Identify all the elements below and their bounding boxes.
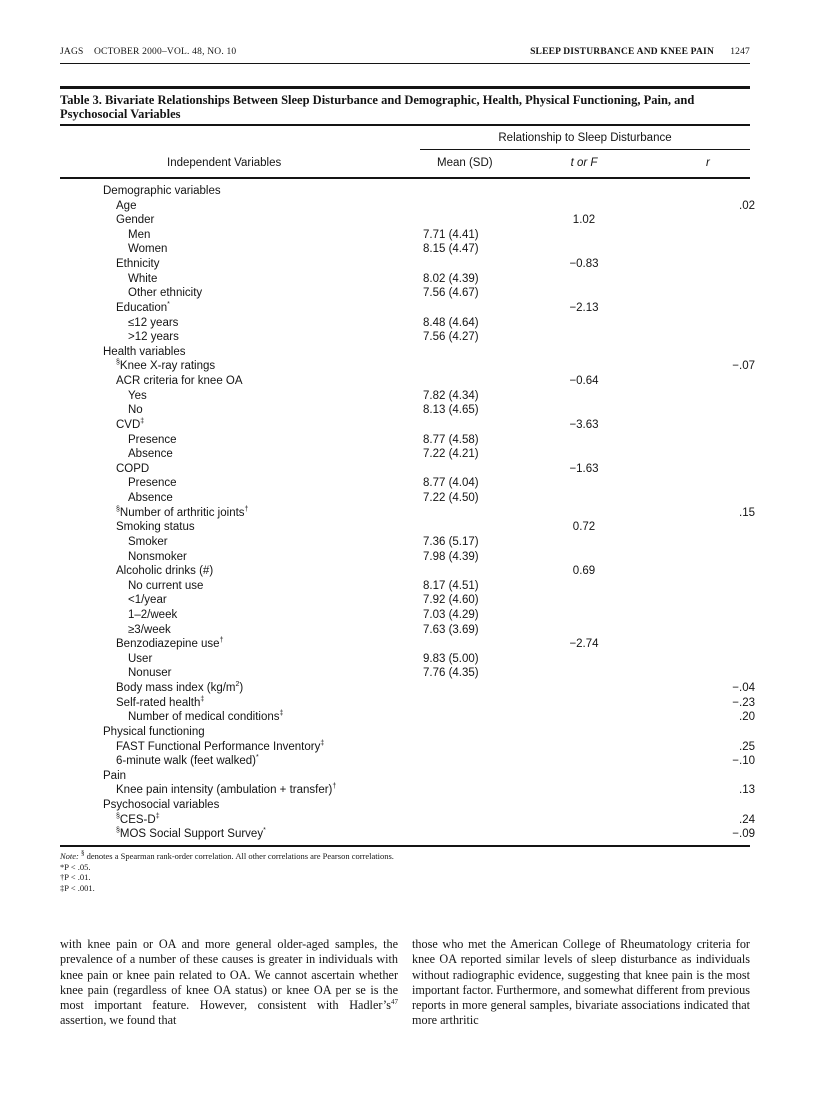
row-label: [128, 286, 202, 301]
col-header-variables: Independent Variables: [167, 157, 282, 169]
row-label-text: Alcoholic drinks (#): [116, 565, 214, 578]
table-row: [0, 330, 823, 345]
row-label: [116, 359, 215, 374]
row-label: [116, 754, 259, 769]
table-caption: Table 3. Bivariate Relationships Between Sleep Disturbance and Demographic, Health, Physical Functioning, Pain, and Psychosocial Variables: [60, 93, 695, 121]
row-label-text: Presence: [128, 433, 177, 446]
table-row: [0, 579, 823, 594]
row-label-text: Psychosocial variables: [103, 799, 220, 812]
row-label: [116, 564, 213, 579]
group-header: Relationship to Sleep Disturbance: [498, 132, 672, 144]
row-label: [116, 199, 136, 214]
row-label-prefix: §: [116, 827, 120, 835]
table-notes: [60, 851, 394, 893]
cell-mean: 7.03 (4.29): [423, 608, 479, 621]
table-row: [0, 286, 823, 301]
row-label-footnote: ‡: [320, 739, 325, 747]
table-row: [0, 550, 823, 565]
row-label-text: User: [128, 652, 153, 665]
body-left-text: with knee pain or OA and more general older-aged samples, the prevalence of a number of these causes is greater in individuals with knee pain or knee pain related to OA. We cannot ascertain whether knee pain (regardless of knee OA status) or knee OA per se is the most important feature. However, consistent with Hadler’s: [60, 937, 398, 1013]
row-label-text: No: [128, 404, 143, 417]
cell-t-or-f: −1.63: [569, 462, 599, 475]
row-label: [128, 535, 168, 550]
row-label: [128, 608, 177, 623]
row-label-text: Health variables: [103, 345, 186, 358]
row-label-text: Body mass index (kg/m: [116, 682, 236, 695]
row-label-footnote: †: [219, 637, 224, 645]
cell-mean: 8.15 (4.47): [423, 243, 479, 256]
journal-issue: OCTOBER 2000–VOL. 48, NO. 10: [94, 47, 237, 57]
cell-r: .13: [739, 784, 755, 797]
table-row: [0, 813, 823, 828]
note-symbol: §: [81, 849, 85, 858]
row-label: [103, 769, 126, 784]
row-label: [128, 447, 173, 462]
row-label-text: Self-rated health: [116, 696, 201, 709]
row-label-text: Nonsmoker: [128, 550, 187, 563]
row-label-prefix: §: [116, 359, 120, 367]
table-row: [0, 535, 823, 550]
row-label-text: Gender: [116, 214, 155, 227]
row-label-exponent: 2: [235, 681, 240, 689]
body-column-right: those who met the American College of Rheumatology criteria for knee OA reported similar levels of sleep disturbance as individuals without radiographic evidence, suggesting that knee pain is the most important factor. Furthermore, and somewhat different from previous reports in more general samples, bivariate associations indicated that more arthritic: [412, 937, 750, 1028]
row-label: [116, 681, 243, 696]
row-label-tail: ): [239, 682, 244, 695]
col-header-mean: Mean (SD): [437, 157, 493, 169]
group-header-rule: [420, 149, 750, 150]
table-row: [0, 637, 823, 652]
row-label-text: Demographic variables: [103, 185, 221, 197]
page-number: 1247: [730, 47, 750, 57]
cell-r: .25: [739, 740, 755, 753]
journal-abbrev: JAGS: [60, 47, 84, 57]
row-label: [103, 184, 221, 199]
row-label: [116, 506, 248, 521]
citation-ref: 47: [391, 998, 398, 1007]
header-rule: [60, 63, 750, 64]
cell-t-or-f: −3.63: [569, 418, 599, 431]
row-label: [128, 491, 173, 506]
table-row: [0, 389, 823, 404]
row-label: [116, 462, 149, 477]
cell-r: .15: [739, 506, 755, 519]
col-header-t-or-f: t or F: [570, 157, 598, 169]
cell-t-or-f: −0.64: [569, 375, 599, 388]
table-row: [0, 506, 823, 521]
row-label: [116, 696, 204, 711]
table-row: [0, 316, 823, 331]
row-label-text: Physical functioning: [103, 725, 205, 738]
row-label-footnote: *: [167, 301, 170, 309]
table-top-rule: [60, 86, 750, 89]
row-label: [116, 213, 154, 228]
cell-t-or-f: −2.74: [569, 638, 599, 651]
table-row: [0, 783, 823, 798]
col-header-r: r: [706, 157, 710, 169]
row-label-text: Men: [128, 228, 151, 241]
row-label-text: White: [128, 272, 158, 285]
table-row: [0, 301, 823, 316]
row-label: [116, 740, 324, 755]
table-row: [0, 374, 823, 389]
table-row: [0, 827, 823, 842]
table-row: [0, 433, 823, 448]
cell-r: −.04: [732, 682, 755, 695]
cell-mean: 8.77 (4.58): [423, 433, 479, 446]
row-label: [128, 433, 177, 448]
row-label-text: Number of arthritic joints: [119, 506, 245, 519]
cell-r: −.09: [732, 828, 755, 841]
body-left-tail: assertion, we found that: [60, 1013, 177, 1028]
row-label-text: Number of medical conditions: [128, 711, 280, 724]
body-column-left: [60, 937, 398, 1029]
table-row: [0, 184, 823, 199]
row-label-text: Presence: [128, 477, 177, 490]
row-label: [116, 301, 170, 316]
table-row: [0, 257, 823, 272]
row-label-text: Knee pain intensity (ambulation + transfer): [116, 784, 333, 797]
row-label: [128, 666, 171, 681]
table-row: [0, 710, 823, 725]
table-row: [0, 798, 823, 813]
row-label-footnote: †: [332, 783, 337, 791]
row-label-prefix: §: [116, 812, 120, 820]
table-row: [0, 228, 823, 243]
table-row: [0, 520, 823, 535]
cell-mean: 7.92 (4.60): [423, 594, 479, 607]
cell-mean: 7.82 (4.34): [423, 389, 479, 402]
table-row: [0, 359, 823, 374]
table-row: [0, 593, 823, 608]
note-text: denotes a Spearman rank-order correlation. All other correlations are Pearson correlations.: [84, 851, 394, 861]
row-label-text: Knee X-ray ratings: [119, 360, 216, 373]
row-label: [116, 827, 266, 842]
row-label: [128, 710, 283, 725]
row-label-text: <1/year: [128, 594, 167, 607]
table-row: [0, 272, 823, 287]
table-row: [0, 769, 823, 784]
row-label-footnote: *: [263, 827, 266, 835]
row-label: [128, 389, 147, 404]
cell-mean: 8.13 (4.65): [423, 404, 479, 417]
table-row: [0, 666, 823, 681]
row-label-text: CVD: [116, 418, 141, 431]
table-row: [0, 403, 823, 418]
cell-t-or-f: 0.72: [572, 521, 596, 534]
table-row: [0, 476, 823, 491]
row-label: [128, 272, 157, 287]
table-row: [0, 681, 823, 696]
row-label: [128, 623, 171, 638]
cell-mean: 7.71 (4.41): [423, 228, 479, 241]
cell-r: −.07: [732, 360, 755, 373]
row-label-text: MOS Social Support Survey: [119, 828, 264, 841]
row-label-text: Women: [128, 243, 168, 256]
table-row: [0, 754, 823, 769]
row-label-text: Smoker: [128, 535, 168, 548]
row-label-footnote: †: [244, 505, 249, 513]
header-bottom-rule: [60, 177, 750, 179]
note-p001: ‡P < .001.: [60, 882, 95, 893]
cell-mean: 7.63 (3.69): [423, 623, 479, 636]
row-label-text: Ethnicity: [116, 258, 160, 271]
note-spearman: [60, 851, 394, 862]
cell-t-or-f: −2.13: [569, 301, 599, 314]
cell-mean: 9.83 (5.00): [423, 652, 479, 665]
table-row: [0, 462, 823, 477]
table-row: [0, 740, 823, 755]
row-label-text: COPD: [116, 462, 150, 475]
cell-r: −.10: [732, 755, 755, 768]
row-label: [128, 652, 152, 667]
row-label: [128, 330, 179, 345]
row-label-footnote: ‡: [140, 418, 145, 426]
cell-mean: 8.02 (4.39): [423, 272, 479, 285]
row-label-footnote: ‡: [279, 710, 284, 718]
row-label-text: Nonuser: [128, 667, 172, 680]
row-label: [116, 418, 144, 433]
row-label: [128, 242, 167, 257]
cell-mean: 7.22 (4.50): [423, 492, 479, 505]
row-label: [128, 316, 178, 331]
cell-t-or-f: 1.02: [572, 214, 596, 227]
cell-mean: 8.77 (4.04): [423, 477, 479, 490]
row-label: [128, 593, 167, 608]
row-label: [103, 345, 185, 360]
row-label-footnote: ‡: [200, 695, 205, 703]
cell-mean: 7.56 (4.27): [423, 331, 479, 344]
note-label: Note:: [60, 851, 79, 861]
row-label-text: ≤12 years: [128, 316, 179, 329]
table-row: [0, 652, 823, 667]
cell-mean: 7.76 (4.35): [423, 667, 479, 680]
row-label: [116, 813, 160, 828]
table-row: [0, 608, 823, 623]
row-label: [116, 520, 195, 535]
row-label: [103, 798, 219, 813]
row-label-prefix: §: [116, 505, 120, 513]
cell-t-or-f: −0.83: [569, 258, 599, 271]
row-label-text: Education: [116, 301, 168, 314]
table-row: [0, 447, 823, 462]
cell-r: .24: [739, 813, 755, 826]
table-row: [0, 418, 823, 433]
row-label-text: No current use: [128, 579, 204, 592]
table-row: [0, 623, 823, 638]
row-label-text: Absence: [128, 448, 173, 461]
row-label-text: FAST Functional Performance Inventory: [116, 740, 321, 753]
cell-mean: 7.98 (4.39): [423, 550, 479, 563]
row-label: [128, 228, 150, 243]
table-row: [0, 213, 823, 228]
cell-t-or-f: 0.69: [572, 565, 596, 578]
row-label-footnote: ‡: [155, 812, 160, 820]
table-row: [0, 564, 823, 579]
row-label-text: ACR criteria for knee OA: [116, 375, 243, 388]
row-label: [128, 579, 203, 594]
table-row: [0, 491, 823, 506]
running-title: SLEEP DISTURBANCE AND KNEE PAIN: [530, 47, 714, 57]
row-label: [116, 783, 336, 798]
row-label: [128, 403, 143, 418]
row-label: [128, 476, 177, 491]
note-p01: †P < .01.: [60, 872, 91, 882]
cell-mean: 7.36 (5.17): [423, 535, 479, 548]
running-header: [60, 47, 750, 61]
row-label-text: 1–2/week: [128, 608, 178, 621]
row-label: [116, 637, 224, 652]
cell-r: −.23: [732, 696, 755, 709]
cell-r: .02: [739, 199, 755, 212]
table-row: [0, 199, 823, 214]
row-label-text: Other ethnicity: [128, 287, 203, 300]
row-label-text: 6-minute walk (feet walked): [116, 755, 256, 768]
row-label: [103, 725, 205, 740]
row-label: [128, 550, 187, 565]
row-label-text: >12 years: [128, 331, 179, 344]
cell-mean: 7.56 (4.67): [423, 287, 479, 300]
cell-mean: 8.17 (4.51): [423, 579, 479, 592]
row-label-text: Absence: [128, 492, 173, 505]
table-row: [0, 696, 823, 711]
row-label-text: Pain: [103, 769, 127, 782]
cell-mean: 8.48 (4.64): [423, 316, 479, 329]
row-label-text: ≥3/week: [128, 623, 171, 636]
row-label: [116, 257, 159, 272]
note-p05: *P < .05.: [60, 861, 91, 872]
cell-r: .20: [739, 711, 755, 724]
table-bottom-rule: [60, 845, 750, 847]
row-label-text: Yes: [128, 389, 147, 402]
row-label-text: Benzodiazepine use: [116, 638, 220, 651]
table-row: [0, 345, 823, 360]
cell-mean: 7.22 (4.21): [423, 448, 479, 461]
row-label-text: Smoking status: [116, 521, 195, 534]
row-label-text: Age: [116, 199, 137, 212]
row-label-text: CES-D: [119, 813, 156, 826]
row-label: [116, 374, 243, 389]
caption-rule: [60, 124, 750, 126]
table-row: [0, 242, 823, 257]
table-row: [0, 725, 823, 740]
row-label-footnote: *: [255, 754, 259, 762]
